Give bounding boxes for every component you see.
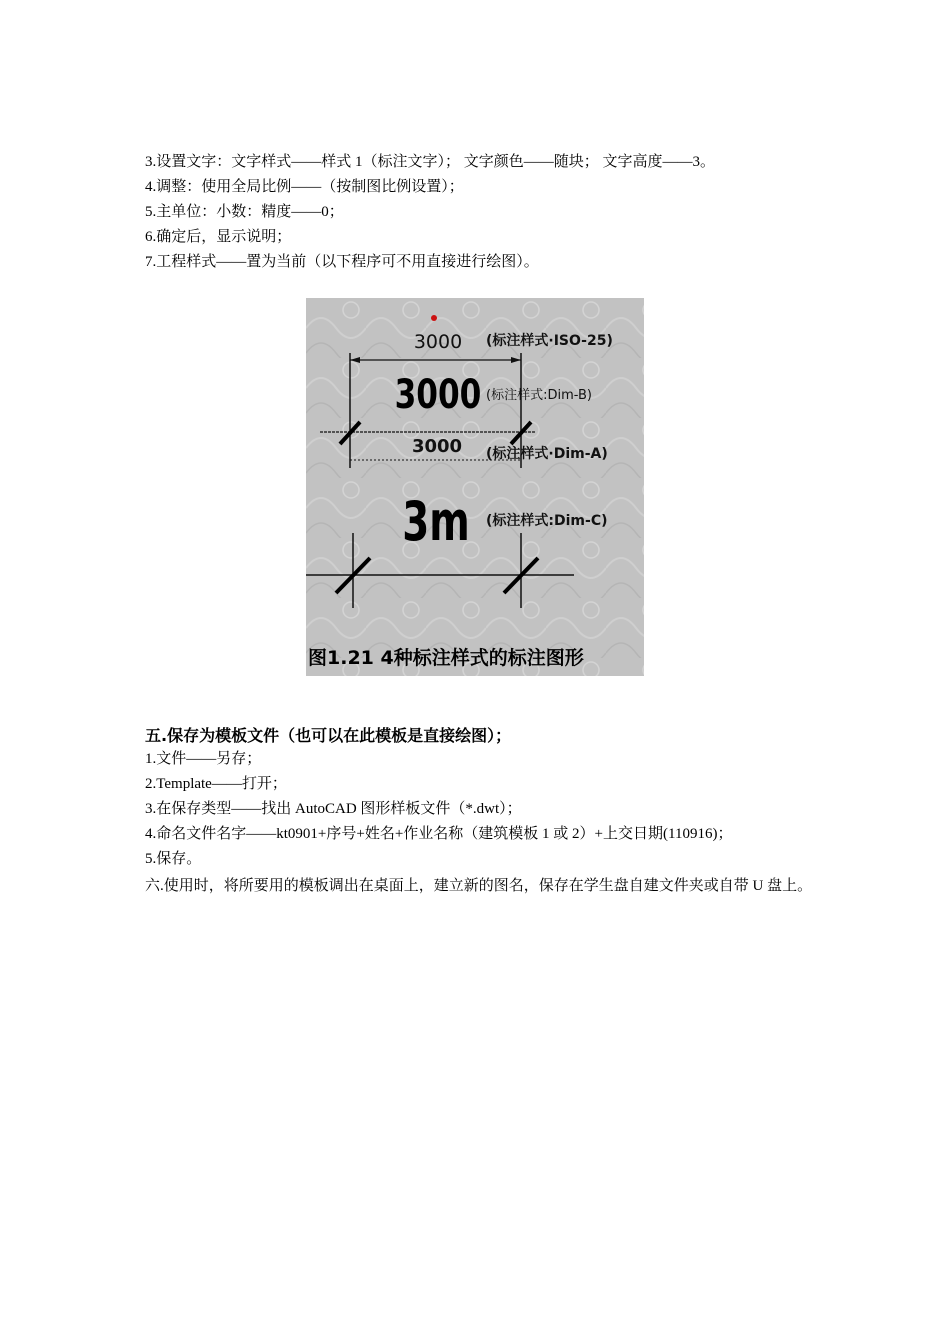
section-five-step-3: 3.在保存类型——找出 AutoCAD 图形样板文件（*.dwt）； <box>145 801 522 817</box>
section-six-text: 六.使用时，将所要用的模板调出在桌面上，建立新的图名，保存在学生盘自建文件夹或自带 U 盘上。 <box>145 878 813 894</box>
section-five-step-5: 5.保存。 <box>145 851 202 867</box>
label-dima: (标注样式·Dim-A) <box>486 446 608 462</box>
dimc-value: 3m <box>402 490 470 554</box>
step-6-confirm: 6.确定后，显示说明； <box>145 229 292 245</box>
dimb-value: 3000 <box>394 372 482 419</box>
label-dimc: (标注样式:Dim-C) <box>486 513 608 529</box>
step-4-adjust: 4.调整：使用全局比例——（按制图比例设置）； <box>145 179 464 195</box>
iso25-value: 3000 <box>413 331 463 353</box>
step-7-set-current: 7.工程样式——置为当前（以下程序可不用直接进行绘图）。 <box>145 254 539 270</box>
red-dot-marker <box>431 315 437 321</box>
section-five-step-2: 2.Template——打开； <box>145 776 287 792</box>
step-5-primary-units: 5.主单位：小数：精度——0； <box>145 204 344 220</box>
label-iso25: (标注样式·ISO-25) <box>486 333 613 349</box>
figure-drawing <box>306 298 644 676</box>
section-five-heading: 五.保存为模板文件（也可以在此模板是直接绘图）； <box>145 726 512 745</box>
figure-caption: 图1.21 4种标注样式的标注图形 <box>308 647 584 669</box>
step-3-text-settings: 3.设置文字：文字样式——样式 1（标注文字）； 文字颜色——随块； 文字高度——3。 <box>145 154 716 170</box>
section-five-step-4: 4.命名文件名字——kt0901+序号+姓名+作业名称（建筑模板 1 或 2）+上交日期(110916)； <box>145 826 733 842</box>
section-five-step-1: 1.文件——另存； <box>145 751 262 767</box>
dima-value: 3000 <box>411 436 463 457</box>
label-dimb: (标注样式:Dim-B) <box>486 388 592 403</box>
dimension-styles-figure <box>306 298 644 676</box>
